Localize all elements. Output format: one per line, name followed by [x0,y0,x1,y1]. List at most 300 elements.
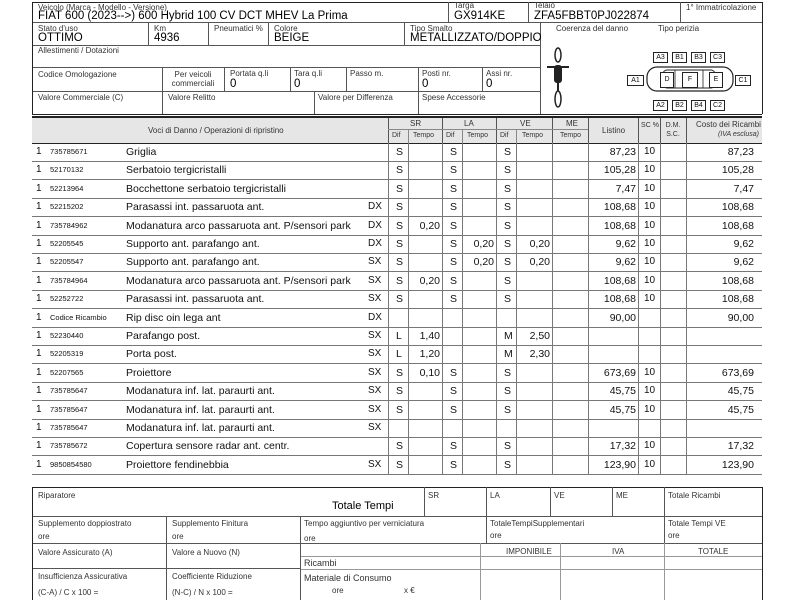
chassis-label: Telaio [534,1,555,10]
row-qty: 1 [36,366,42,378]
row-parts-cost: 90,00 [727,311,754,324]
row-discount: 10 [644,293,656,305]
row-discount: 10 [644,182,656,194]
paint-time-unit: ore [304,534,316,543]
row-list-price: 123,90 [603,458,636,471]
insurance-shortfall-label: Insufficienza Assicurativa [38,572,128,581]
paint-value: METALLIZZATO/DOPPIO [410,32,542,44]
row-la-time [470,217,494,235]
row-list-price: 9,62 [615,256,636,269]
row-sr-time [416,143,440,161]
double-layer-unit: ore [38,532,50,541]
header-listino: Listino [602,126,626,135]
row-la-time [470,161,494,179]
row-la-dif: S [450,293,458,306]
plate-label: Targa [454,1,475,10]
row-part-code: 735784962 [50,220,88,230]
row-list-price: 108,68 [603,293,636,306]
header-me: ME [566,119,578,128]
first-registration-label: 1° Immatricolazione [686,3,757,12]
row-side: DX [368,238,382,249]
zone-b3[interactable]: B3 [691,52,706,63]
row-la-time [470,309,494,327]
row-discount: 10 [644,274,656,286]
table-row [32,401,762,420]
row-side: SX [368,458,382,470]
table-row [32,143,762,162]
row-sr-time [416,419,440,437]
capacity-label: Portata q.li [230,69,269,78]
row-description: Bocchettone serbatoio tergicristalli [126,182,286,195]
wheelbase-label: Passo m. [350,69,384,78]
row-qty: 1 [36,164,42,176]
consumables-rate: x € [404,586,415,595]
row-sr-dif: S [396,256,404,269]
row-part-code: 52170132 [50,165,84,175]
row-part-code: 52205545 [50,239,84,248]
row-sr-dif: S [396,385,404,398]
shortfall-formula: (C-A) / C x 100 = [38,588,99,597]
row-part-code: 9850854580 [50,459,92,469]
reduction-coefficient-label: Coefficiente Riduzione [172,572,252,581]
row-parts-cost [704,327,754,345]
tires-label: Pneumatici % [214,24,263,33]
motorcycle-icon [543,45,573,111]
total-ve-unit: ore [668,531,680,540]
row-sr-time: 1,40 [419,330,440,342]
row-side: SX [368,385,382,397]
difference-value-label: Valore per Differenza [318,93,393,102]
row-part-code: 735784964 [50,275,88,285]
row-la-dif: S [450,182,458,195]
row-ve-time [526,161,550,179]
row-part-code: 52215202 [50,202,84,212]
row-ve-time [526,198,550,216]
row-discount: 10 [644,256,656,268]
header-la: LA [464,119,474,128]
row-la-dif: S [450,458,458,471]
row-sr-time [416,309,440,327]
row-description: Supporto ant. parafango ant. [126,256,260,269]
reduction-formula: (N-C) / N x 100 = [172,588,233,597]
row-list-price [594,345,636,363]
row-sr-dif: S [396,458,404,471]
zone-e[interactable]: E [709,72,723,88]
row-part-code: 735785647 [50,423,88,432]
row-description: Griglia [126,146,157,158]
row-list-price: 108,68 [603,274,636,287]
paint-time-label: Tempo aggiuntivo per verniciatura [304,519,425,528]
row-description: Modanatura arco passaruota ant. P/sensori park [126,274,351,287]
row-ve-time [526,143,550,161]
row-ve-time [526,437,550,455]
row-ve-time: 0,20 [529,256,550,269]
row-qty: 1 [36,256,42,268]
table-row [32,180,762,199]
header-sr-dif: Dif [392,132,401,139]
row-ve-dif: S [504,182,512,195]
row-sr-time: 0,20 [419,219,440,232]
row-sr-time [416,161,440,179]
row-discount: 10 [644,366,656,378]
row-la-time [470,401,494,419]
row-parts-cost: 108,68 [721,201,754,214]
zone-a1[interactable]: A1 [627,75,644,86]
row-sr-dif: S [396,293,404,306]
row-list-price: 9,62 [615,238,636,250]
footer-la: LA [490,491,500,500]
row-ve-dif: S [504,274,512,287]
header-sr: SR [410,119,422,128]
header-cost-sub: (IVA esclusa) [718,131,759,138]
tare-label: Tara q.li [294,69,323,78]
zone-a2[interactable]: A2 [653,100,668,111]
row-description: Parasassi int. passaruota ant. [126,293,265,306]
row-part-code: 52205547 [50,257,84,267]
equipment-label: Allestimenti / Dotazioni [38,46,119,55]
row-qty: 1 [36,440,42,452]
row-ve-dif: S [504,458,512,471]
row-sr-dif: S [396,164,404,177]
row-ve-dif: S [504,403,512,416]
table-row [32,456,762,475]
total-times-label: Totale Tempi [332,500,394,512]
accessory-costs-label: Spese Accessorie [422,93,486,102]
tare-value: 0 [294,78,301,90]
row-parts-cost: 673,69 [721,366,754,379]
row-side: DX [368,201,382,213]
row-ve-time [526,290,550,308]
header-la-tempo: Tempo [467,132,489,139]
row-parts-cost: 108,68 [721,293,754,306]
row-part-code: 735785672 [50,441,88,451]
taxable-label: IMPONIBILE [506,547,552,556]
row-part-code: Codice Ricambio [50,312,107,322]
consumables-unit: ore [332,586,344,595]
table-row [32,290,762,309]
footer-ve: VE [554,491,565,500]
table-row [32,382,762,401]
row-parts-cost: 105,28 [721,164,754,177]
row-description: Copertura sensore radar ant. centr. [126,440,290,453]
condition-value: OTTIMO [38,32,83,44]
row-part-code: 735785671 [50,147,88,156]
row-qty: 1 [36,182,42,194]
row-la-dif: S [450,440,458,453]
finish-supplement-label: Supplemento Finitura [172,519,249,528]
row-ve-time: 2,30 [529,348,550,361]
row-ve-time [526,217,550,235]
row-ve-time [526,419,550,437]
axles-label: Assi nr. [486,69,513,78]
salvage-value-label: Valore Relitto [168,93,216,102]
row-side: SX [368,422,382,433]
row-parts-cost: 87,23 [727,146,754,158]
row-parts-cost: 9,62 [733,238,754,250]
km-label: Km [154,24,166,33]
row-description: Rip disc oin lega ant [126,311,221,324]
row-side: SX [368,403,382,415]
total-parts-label: Totale Ricambi [668,491,721,500]
survey-type-label: Tipo perizia [658,24,700,33]
row-ve-dif: S [504,146,512,158]
row-discount: 10 [644,403,656,415]
row-sr-time [416,290,440,308]
row-la-time [470,437,494,455]
row-sr-dif: S [396,146,404,158]
row-ve-dif: S [504,293,512,306]
row-sr-time [416,198,440,216]
row-ve-time [526,456,550,474]
row-description: Modanatura arco passaruota ant. P/sensori park [126,219,351,232]
header-me-tempo: Tempo [560,132,582,139]
zone-b2[interactable]: B2 [672,100,687,111]
row-list-price: 45,75 [609,403,636,416]
total-ve-label: Totale Tempi VE [668,519,726,528]
row-ve-dif: M [504,330,513,342]
total-label: TOTALE [698,547,729,556]
row-qty: 1 [36,330,42,341]
row-la-time [470,345,494,363]
row-ve-dif: S [504,164,512,177]
row-description: Modanatura inf. lat. paraurti ant. [126,422,275,434]
header-la-dif: Dif [446,132,455,139]
header-dm: D.M. S.C. [665,122,681,138]
row-ve-time: 2,50 [529,330,550,342]
row-sr-time [416,437,440,455]
row-sr-time [416,456,440,474]
row-sr-dif: S [396,238,404,250]
row-parts-cost: 108,68 [721,274,754,287]
km-value: 4936 [154,32,180,44]
row-list-price [594,419,636,437]
row-list-price [594,327,636,345]
row-discount: 10 [644,238,656,249]
row-description: Parasassi int. passaruota ant. [126,201,265,214]
footer-me: ME [616,491,628,500]
row-sr-time [416,401,440,419]
color-value: BEIGE [274,32,310,44]
row-part-code: 52205319 [50,349,84,359]
row-parts-cost: 17,32 [727,440,754,453]
zone-d[interactable]: D [660,72,674,88]
row-la-time [470,272,494,290]
row-ve-time [526,272,550,290]
row-qty: 1 [36,422,42,433]
row-la-dif: S [450,256,458,269]
row-description: Porta post. [126,348,177,361]
row-discount: 10 [644,164,656,176]
row-la-time [470,290,494,308]
table-row [32,309,762,328]
row-la-time [470,382,494,400]
row-sr-dif: S [396,182,404,195]
table-row [32,253,762,272]
row-discount: 10 [644,440,656,452]
row-la-dif: S [450,385,458,398]
footer-sr: SR [428,491,440,500]
row-la-time [470,143,494,161]
row-ve-time [526,180,550,198]
row-qty: 1 [36,146,42,157]
parts-label: Ricambi [304,558,337,568]
row-description: Serbatoio tergicristalli [126,164,227,177]
row-qty: 1 [36,311,42,323]
row-ve-dif: M [504,348,513,361]
row-ve-dif: S [504,366,512,379]
row-sr-dif: S [396,440,404,453]
row-la-time: 0,20 [473,238,494,250]
table-row [32,437,762,456]
row-qty: 1 [36,348,42,360]
row-la-dif: S [450,201,458,214]
zone-c2[interactable]: C2 [710,100,725,111]
row-sr-time: 1,20 [419,348,440,361]
row-parts-cost: 7,47 [733,182,754,195]
row-description: Proiettore [126,366,172,379]
row-sr-dif: S [396,274,404,287]
table-row [32,419,762,438]
axles-value: 0 [486,78,493,90]
row-parts-cost: 45,75 [727,385,754,398]
row-la-dif: S [450,274,458,287]
row-ve-time [526,364,550,382]
row-part-code: 735785647 [50,386,88,396]
consumables-label: Materiale di Consumo [304,573,392,583]
row-description: Modanatura inf. lat. paraurti ant. [126,403,275,416]
row-list-price: 90,00 [609,311,636,324]
row-part-code: 52252722 [50,294,84,304]
row-ve-dif: S [504,385,512,398]
row-la-dif: S [450,403,458,416]
row-la-time [470,180,494,198]
header-description: Voci di Danno / Operazioni di ripristino [148,126,284,135]
zone-a3[interactable]: A3 [653,52,668,63]
commercial-vehicles-label: Per veicoli commerciali [171,70,215,88]
table-row [32,364,762,383]
double-layer-supplement-label: Supplemento doppiostrato [38,519,132,528]
finish-supplement-unit: ore [172,532,184,541]
row-qty: 1 [36,293,42,305]
row-qty: 1 [36,274,42,286]
seats-label: Posti nr. [422,69,451,78]
table-row [32,272,762,291]
row-sr-dif: L [396,348,402,361]
color-label: Colore [274,24,298,33]
zone-c3[interactable]: C3 [710,52,725,63]
row-parts-cost: 45,75 [727,403,754,416]
row-side: DX [368,219,382,231]
row-list-price: 7,47 [615,182,636,195]
row-description: Proiettore fendinebbia [126,458,229,471]
row-discount: 10 [644,385,656,397]
row-la-time [470,198,494,216]
row-discount: 10 [644,219,656,231]
row-ve-dif: S [504,219,512,232]
row-qty: 1 [36,201,42,213]
header-ve-tempo: Tempo [522,132,544,139]
row-qty: 1 [36,458,42,470]
coherence-label: Coerenza del danno [556,24,629,33]
zone-b4[interactable]: B4 [691,100,706,111]
row-sr-time [416,235,440,253]
row-description: Parafango post. [126,330,201,342]
chassis-value: ZFA5FBBT0PJ022874 [534,10,650,22]
table-header [32,116,762,144]
header-ve: VE [520,119,531,128]
row-la-dif: S [450,366,458,379]
row-side: DX [368,311,382,323]
row-list-price: 105,28 [603,164,636,177]
row-side: SX [368,330,382,341]
header-cost: Costo dei Ricambi [696,120,761,129]
row-qty: 1 [36,219,42,231]
row-list-price: 87,23 [609,146,636,158]
header-sc: SC % [641,122,659,129]
header-sr-tempo: Tempo [413,132,435,139]
table-row [32,345,762,364]
row-list-price: 45,75 [609,385,636,398]
vehicle-value: FIAT 600 (2023-->) 600 Hybrid 100 CV DCT MHEV La Prima [38,10,348,22]
row-side: SX [368,366,382,378]
row-side: SX [368,274,382,286]
capacity-value: 0 [230,78,237,90]
row-qty: 1 [36,385,42,397]
plate-value: GX914KE [454,10,506,22]
row-ve-time: 0,20 [529,238,550,250]
vat-label: IVA [612,547,625,556]
row-sr-time [416,253,440,271]
condition-label: Stato d'uso [38,24,78,33]
row-ve-time [526,382,550,400]
row-sr-dif: S [396,219,404,232]
row-sr-dif: L [396,330,402,342]
row-list-price: 108,68 [603,201,636,214]
table-row [32,327,762,346]
row-la-time [470,364,494,382]
zone-b1[interactable]: B1 [672,52,687,63]
zone-c1[interactable]: C1 [735,75,751,86]
row-sr-time [416,382,440,400]
paint-label: Tipo Smalto [410,24,453,33]
row-side: SX [368,348,382,360]
table-row [32,235,762,254]
row-sr-time [416,180,440,198]
row-parts-cost: 9,62 [733,256,754,269]
row-qty: 1 [36,238,42,249]
zone-f[interactable]: F [682,72,698,88]
repairer-label: Riparatore [38,491,76,500]
row-side: SX [368,256,382,268]
row-la-time [470,456,494,474]
table-row [32,217,762,236]
row-discount: 10 [644,201,656,213]
row-parts-cost [704,345,754,363]
total-extra-times-label: TotaleTempiSupplementari [490,519,585,528]
row-la-time [470,327,494,345]
row-parts-cost: 108,68 [721,219,754,232]
row-la-dif: S [450,164,458,177]
row-ve-dif: S [504,201,512,214]
row-description: Modanatura inf. lat. paraurti ant. [126,385,275,398]
row-sr-dif: S [396,366,404,379]
row-la-time: 0,20 [473,256,494,269]
row-part-code: 52207565 [50,367,84,377]
header-ve-dif: Dif [500,132,509,139]
row-ve-dif: S [504,238,512,250]
homologation-label: Codice Omologazione [38,70,117,79]
table-row [32,198,762,217]
